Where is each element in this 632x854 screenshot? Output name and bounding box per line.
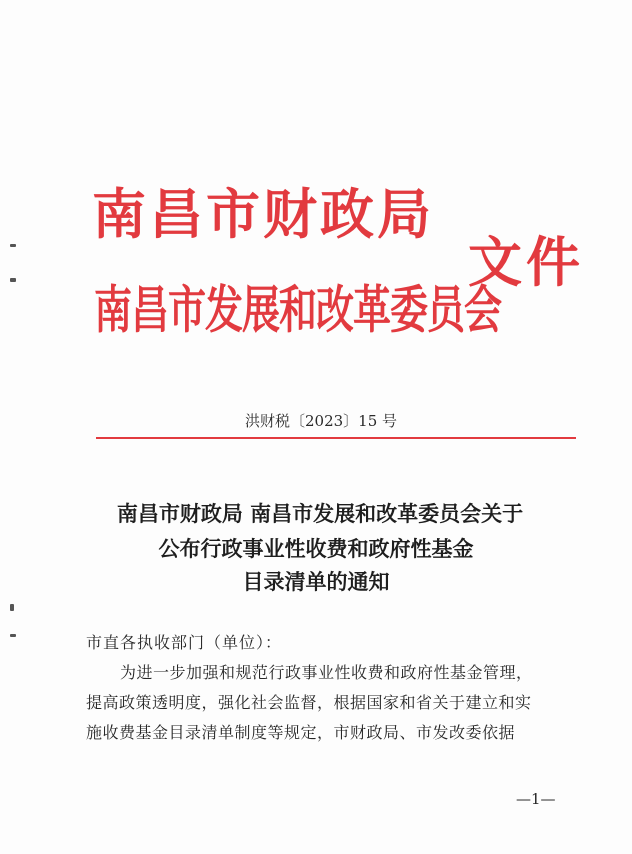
- document-suffix: 文件: [468, 231, 584, 294]
- issuer-finance-bureau: 南昌市财政局: [92, 183, 434, 246]
- body-paragraph-line: 为进一步加强和规范行政事业性收费和政府性基金管理，: [120, 663, 533, 682]
- title-line-1: 南昌市财政局 南昌市发展和改革委员会关于: [116, 501, 524, 526]
- body-paragraph-line: 提高政策透明度，强化社会监督，根据国家和省关于建立和实: [86, 693, 532, 712]
- binding-hole-mark: [10, 278, 16, 282]
- red-divider: [96, 437, 576, 439]
- binding-hole-mark: [10, 244, 16, 247]
- binding-hole-mark: [10, 634, 16, 637]
- addressee: 市直各执收部门（单位）：: [86, 633, 283, 652]
- title-line-3: 目录清单的通知: [242, 569, 390, 594]
- body-paragraph-line: 施收费基金目录清单制度等规定，市财政局、市发改委依据: [86, 723, 516, 742]
- page-number: —1—: [516, 790, 556, 808]
- issuer-development-commission: 南昌市发展和改革委员会: [94, 280, 502, 340]
- title-line-2: 公布行政事业性收费和政府性基金: [158, 536, 474, 561]
- document-number: 洪财税〔2023〕15 号: [244, 412, 398, 430]
- binding-hole-mark: [10, 604, 14, 611]
